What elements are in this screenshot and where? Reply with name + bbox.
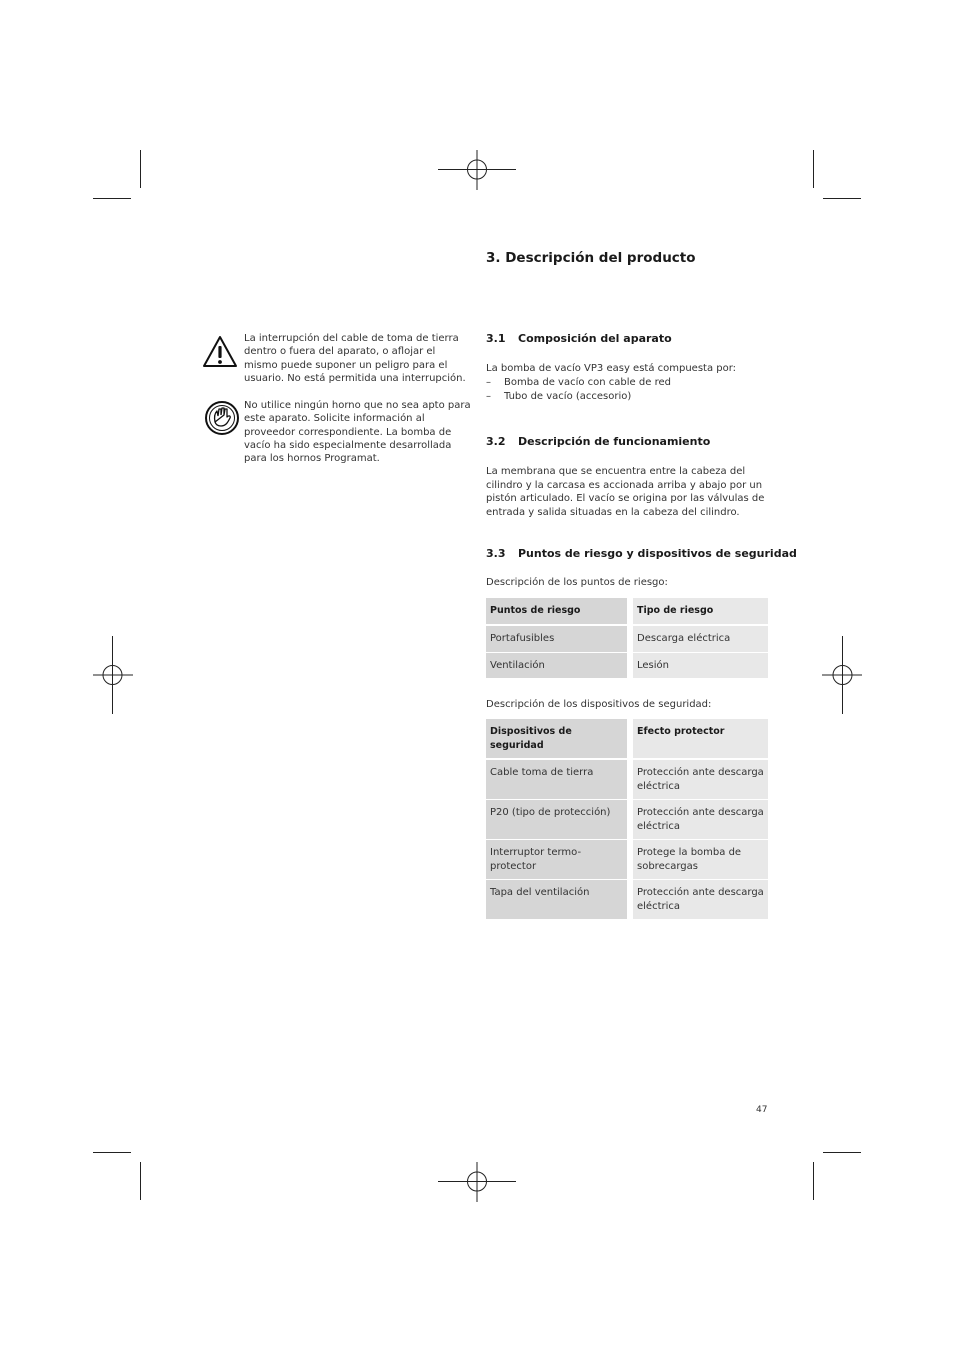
warning-text: No utilice ningún horno que no sea apto para este aparato. Solicite información al proveedor correspondiente. La bomba de vacío ha sido especialmente desarrollada para los hornos Programat.: [244, 400, 471, 465]
table-cell: P20 (tipo de protección): [486, 800, 630, 840]
dash-bullet: –: [486, 390, 491, 402]
paragraph: La bomba de vacío VP3 easy está compuesta por:: [486, 363, 737, 374]
table-header-cell: Efecto protector: [630, 719, 768, 759]
table-header-cell: Puntos de riesgo: [486, 598, 630, 625]
subsection-heading: [486, 435, 710, 448]
list-item: – Bomba de vacío con cable de red: [486, 377, 671, 388]
table-header-row: [486, 719, 768, 759]
page-number: 47: [756, 1105, 768, 1115]
table-cell: Protección ante descarga eléctrica: [630, 759, 768, 800]
crop-mark: [93, 1152, 131, 1153]
subsection-number: 3.3: [486, 547, 506, 560]
subsection-number: 3.1: [486, 332, 506, 345]
table-cell: Protección ante descarga eléctrica: [630, 800, 768, 840]
dash-bullet: –: [486, 377, 491, 388]
table-header-cell: Dispositivos de seguridad: [486, 719, 630, 759]
crop-mark: [813, 1162, 814, 1200]
risk-table: [486, 598, 768, 679]
stop-hand-icon: [204, 400, 240, 436]
safety-table: [486, 719, 768, 920]
table-header-cell: Tipo de riesgo: [630, 598, 768, 625]
table-cell: Protección ante descarga eléctrica: [630, 880, 768, 920]
bullet-list: [486, 376, 671, 403]
registration-mark-icon: [438, 1162, 516, 1202]
paragraph: La membrana que se encuentra entre la cabeza del cilindro y la carcasa es accionada arriba y abajo por un pistón articulado. El vacío se origina por las válvulas de entrada y salida situadas en la cabeza del cilindro.: [486, 466, 765, 518]
warning-text: La interrupción del cable de toma de tierra dentro o fuera del aparato, o aflojar el mismo puede suponer un peligro para el usuario. No está permitida una interrupción.: [244, 333, 466, 384]
subsection-title: Composición del aparato: [518, 332, 672, 345]
subsection-title: Descripción de funcionamiento: [518, 435, 711, 448]
registration-mark-icon: [822, 636, 862, 714]
table-row: [486, 652, 768, 679]
table-row: [486, 625, 768, 652]
subsection-number: 3.2: [486, 435, 506, 448]
section-title: 3. Descripción del producto: [486, 250, 696, 266]
table-cell: Lesión: [630, 652, 768, 679]
table-cell: Tapa del ventilación: [486, 880, 630, 920]
table-cell: Cable toma de tierra: [486, 759, 630, 800]
table-cell: Ventilación: [486, 652, 630, 679]
warning-triangle-icon: [202, 335, 238, 369]
table-row: [486, 759, 768, 800]
crop-mark: [93, 198, 131, 199]
paragraph: Descripción de los dispositivos de seguridad:: [486, 699, 712, 710]
table-cell: Protege la bomba de sobrecargas: [630, 840, 768, 880]
table-row: [486, 840, 768, 880]
crop-mark: [823, 1152, 861, 1153]
table-row: [486, 800, 768, 840]
registration-mark-icon: [93, 636, 133, 714]
list-item: – Tubo de vacío (accesorio): [486, 390, 632, 402]
subsection-heading: [486, 332, 672, 345]
table-cell: Descarga eléctrica: [630, 625, 768, 652]
subsection-title: Puntos de riesgo y dispositivos de seguridad: [518, 547, 797, 560]
table-row: [486, 880, 768, 920]
crop-mark: [823, 198, 861, 199]
crop-mark: [813, 150, 814, 188]
table-header-row: [486, 598, 768, 625]
registration-mark-icon: [438, 150, 516, 190]
table-cell: Interruptor termo-protector: [486, 840, 630, 880]
paragraph: Descripción de los puntos de riesgo:: [486, 577, 668, 588]
crop-mark: [140, 150, 141, 188]
table-cell: Portafusibles: [486, 625, 630, 652]
crop-mark: [140, 1162, 141, 1200]
subsection-heading: [486, 547, 797, 560]
